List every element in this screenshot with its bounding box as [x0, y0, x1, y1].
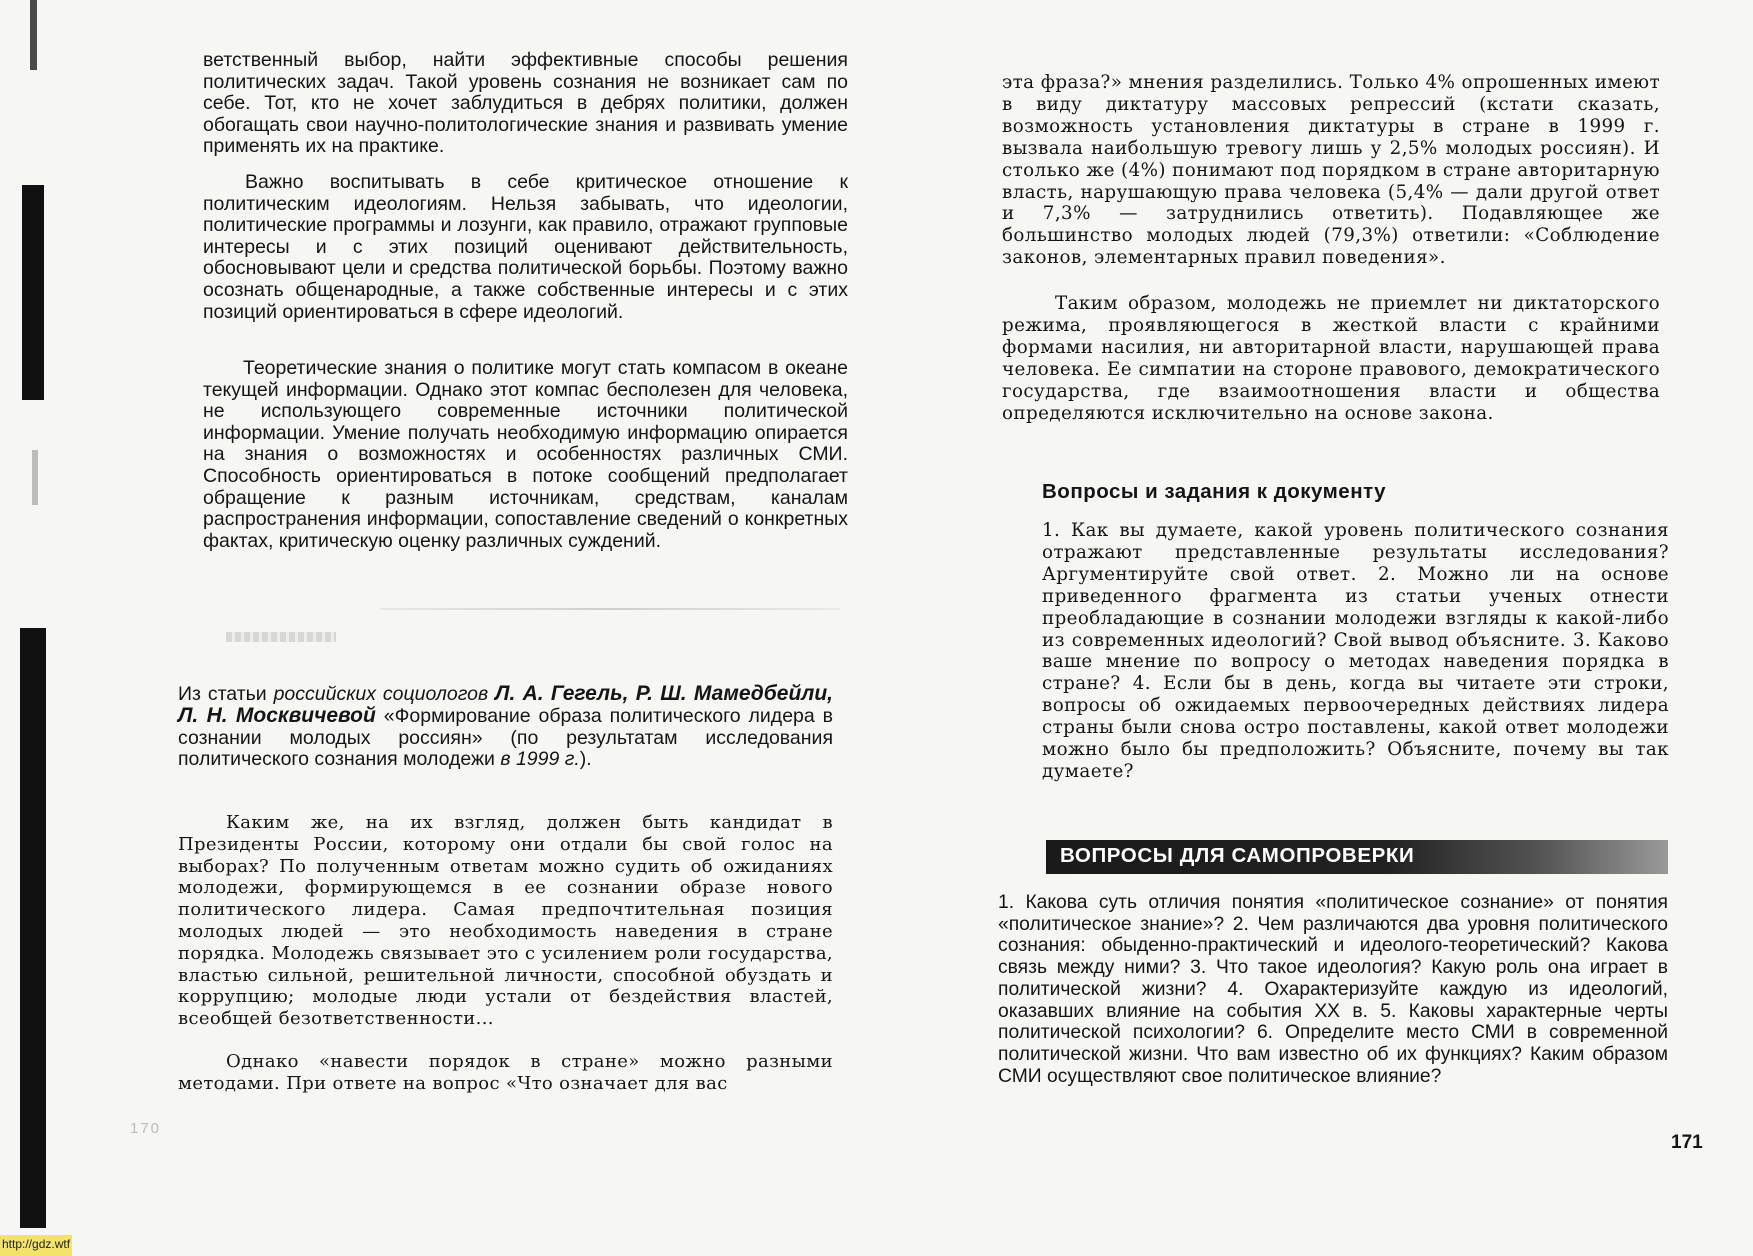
- source-year: в 1999 г.: [500, 748, 580, 771]
- document-quote-paragraph: Таким образом, молодежь не приемлет ни диктаторского режима, проявляющегося в жесткой власти с крайними формами насилия, ни авторитарной власти, нарушающей права человека. Ее симпатии на стороне правового, демократического государства, где взаимоотношения власти и общества определяются исключительно на основе закона.: [1002, 293, 1660, 424]
- paragraph: Важно воспитывать в себе критическое отношение к политическим идеологиям. Нельзя забывать, что идеологии, политические программы и лозунги, как правило, отражают групповые интересы и с этих позиций оценивают действительность, обосновывают цели и средства политической борьбы. Поэтому важно осознать общенародные, а также собственные интересы и с этих позиций ориентироваться в сфере идеологий.: [203, 171, 848, 323]
- paragraph: Теоретические знания о политике могут стать компасом в океане текущей информации. Однако этот компас бесполезен для человека, не использующего современные источники политической информации. Умение получать необходимую информацию опирается на знания о возможностях и особенностях различных СМИ. Способность ориентироваться в потоке сообщений предполагает обращение к разным источникам, средствам, каналам распространения информации, сопоставление сведений о конкретных фактах, критическую оценку различных суждений.: [203, 357, 848, 552]
- scan-edge-shadow: [30, 0, 37, 70]
- source-descriptor: российских социологов: [273, 683, 496, 705]
- document-source-citation: [178, 683, 833, 771]
- document-quote-paragraph: эта фраза?» мнения разделились. Только 4% опрошенных имеют в виду диктатуру массовых репрессий (кстати сказать, возможность установления диктатуры в стране в 1999 г. вызвала наибольшую тревогу лишь у 2,5% молодых россиян). И столько же (4%) понимают под порядком в стране авторитарную власть, нарушающую права человека (5,4% — дали другой ответ и 7,3% — затруднились ответить). Подавляющее же большинство молодых людей (79,3%) ответили: «Соблюдение законов, элементарных правил поведения».: [1002, 72, 1660, 269]
- document-questions: 1. Как вы думаете, какой уровень политического сознания отражают представленные результаты исследования? Аргументируйте свой ответ. 2. Можно ли на основе приведенного фрагмента из статьи ученых отнести преобладающие в сознании молодежи взгляды к какой-либо из современных идеологий? Свой вывод объясните. 3. Каково ваше мнение по вопросу о методах наведения порядка в стране? 4. Если бы в день, когда вы читаете эти строки, вопросы об ожидаемых первоочередных действиях лидера страны были снова остро поставлены, какой ответ молодежи можно было бы предположить? Объясните, почему вы так думаете?: [1042, 520, 1669, 782]
- scan-edge-shadow: [32, 450, 38, 505]
- self-check-questions: 1. Какова суть отличия понятия «политическое сознание» от понятия «политическое знание»? 2. Чем различаются два уровня политического сознания: обыденно-практический и идеолого-теоретический? Какова связь между ними? 3. Что такое идеология? Какую роль она играет в политической жизни? 4. Охарактеризуйте каждую из идеологий, оказавших влияние на события XX в. 5. Каковы характерные черты политической психологии? 6. Определите место СМИ в современной политической жизни. Что вам известно об их функциях? Каким образом СМИ осуществляют свое политическое влияние?: [998, 892, 1668, 1087]
- page-number-right: 171: [1671, 1132, 1703, 1153]
- scan-edge-shadow: [20, 628, 46, 1228]
- source-end: ).: [579, 748, 592, 771]
- faded-print-artifact: [380, 608, 840, 610]
- paragraph: ветственный выбор, найти эффективные способы решения политических задач. Такой уровень сознания не возникает сам по себе. Тот, кто не хочет заблудиться в дебрях политики, должен обогащать свои научно-политологические знания и развивать умение применять их на практике.: [203, 49, 848, 158]
- right-page: [876, 0, 1753, 1256]
- left-page: [0, 0, 876, 1256]
- self-check-heading: ВОПРОСЫ ДЛЯ САМОПРОВЕРКИ: [1060, 844, 1415, 867]
- watermark-url: http://gdz.wtf: [2, 1237, 71, 1251]
- source-title: «Формирование образа политического лидера в сознании молодых россиян» (по результатам исследования политического сознания молодежи: [178, 705, 833, 771]
- self-check-banner: [1046, 840, 1668, 874]
- source-prefix: Из статьи: [178, 683, 274, 705]
- source-authors: Л. А. Гегель, Р. Ш. Мамедбейли, Л. Н. Москвичевой: [178, 682, 834, 728]
- document-quote-paragraph: Однако «навести порядок в стране» можно разными методами. При ответе на вопрос «Что означает для вас: [178, 1051, 833, 1094]
- scan-edge-shadow: [22, 185, 44, 400]
- document-questions-heading: Вопросы и задания к документу: [1042, 480, 1387, 503]
- faded-print-artifact: [226, 632, 336, 642]
- page-number-left: 170: [130, 1120, 162, 1137]
- document-quote-paragraph: Каким же, на их взгляд, должен быть кандидат в Президенты России, которому они отдали бы свой голос на выборах? По полученным ответам можно судить об ожиданиях молодежи, формирующемся в ее сознании образе нового политического лидера. Самая предпочтительная позиция молодых людей — это необходимость наведения в стране порядка. Молодежь связывает это с усилением роли государства, властью сильной, решительной личности, способной обуздать и коррупцию; молодые люди устали от бездействия властей, всеобщей безответственности...: [178, 812, 833, 1030]
